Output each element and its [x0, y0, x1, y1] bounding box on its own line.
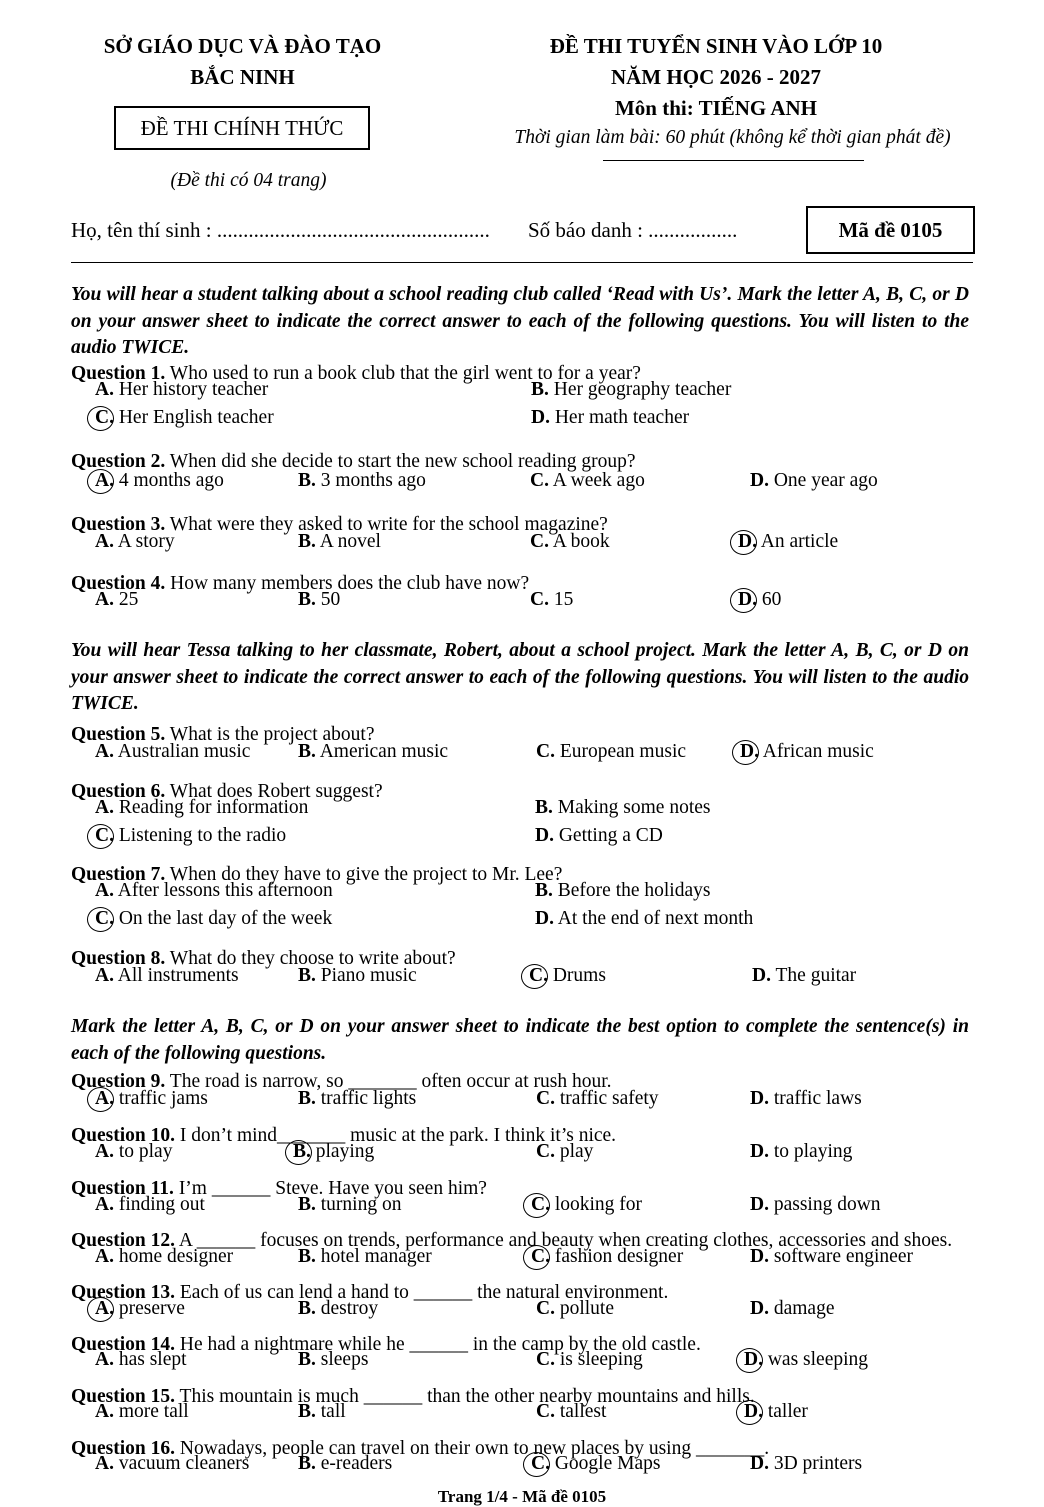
- option-text: Her geography teacher: [553, 379, 732, 400]
- option-a[interactable]: [95, 797, 308, 819]
- option-c[interactable]: [536, 741, 686, 763]
- option-text: Her history teacher: [118, 379, 269, 400]
- question-label: Question 16.: [71, 1438, 176, 1459]
- option-b[interactable]: [298, 1194, 401, 1216]
- option-text: pollute: [559, 1298, 615, 1319]
- option-letter: A.: [95, 1453, 114, 1474]
- option-c[interactable]: [531, 1246, 683, 1268]
- question-text: I don’t mind_______ music at the park. I think it’s nice.: [179, 1125, 617, 1146]
- option-a[interactable]: [95, 880, 333, 902]
- option-d[interactable]: [752, 965, 856, 987]
- option-letter: A.: [95, 1246, 114, 1267]
- question-label: Question 14.: [71, 1334, 176, 1355]
- option-letter: A.: [95, 1401, 114, 1422]
- option-text: A book: [552, 531, 610, 552]
- answer-circle-mark: [730, 588, 757, 613]
- official-exam-label: ĐỀ THI CHÍNH THỨC: [114, 106, 370, 150]
- option-text: more tall: [118, 1401, 189, 1422]
- option-letter: C.: [530, 589, 549, 610]
- option-b[interactable]: [298, 741, 448, 763]
- option-letter: A.: [95, 797, 114, 818]
- option-text: playing: [315, 1141, 375, 1162]
- option-c[interactable]: [536, 1088, 659, 1110]
- option-text: African music: [762, 741, 874, 762]
- section-1-instruction: You will hear a student talking about a school reading club called ‘Read with Us’. Mark the letter A, B, C, or D on your answer sheet to indicate the correct answer to each of the following questions. You will listen to the audio TWICE.: [71, 284, 969, 358]
- option-d[interactable]: [535, 825, 663, 847]
- option-letter: C.: [95, 407, 114, 428]
- question-label: Question 1.: [71, 363, 166, 384]
- option-b[interactable]: [298, 470, 426, 492]
- option-text: At the end of next month: [557, 908, 754, 929]
- answer-circle-mark: [521, 964, 548, 989]
- option-text: destroy: [320, 1298, 379, 1319]
- option-letter: C.: [531, 1194, 550, 1215]
- option-text: play: [559, 1141, 594, 1162]
- option-text: passing down: [773, 1194, 881, 1215]
- option-text: damage: [773, 1298, 835, 1319]
- answer-circle-mark: [285, 1140, 312, 1165]
- option-a[interactable]: [95, 1194, 205, 1216]
- question-label: Question 13.: [71, 1282, 176, 1303]
- option-text: Making some notes: [557, 797, 711, 818]
- option-b[interactable]: [531, 379, 731, 401]
- option-letter: A.: [95, 1349, 114, 1370]
- question-text: What does Robert suggest?: [169, 781, 383, 802]
- option-letter: A.: [95, 1141, 114, 1162]
- option-letter: D.: [738, 589, 757, 610]
- option-letter: B.: [298, 1246, 316, 1267]
- option-b[interactable]: [535, 797, 711, 819]
- option-text: Her math teacher: [554, 407, 690, 428]
- answer-circle-mark: [87, 907, 114, 932]
- answer-circle-mark: [87, 1087, 114, 1112]
- option-letter: B.: [535, 797, 553, 818]
- option-text: A story: [117, 531, 175, 552]
- option-letter: B.: [298, 965, 316, 986]
- option-letter: D.: [738, 531, 757, 552]
- option-text: traffic safety: [559, 1088, 659, 1109]
- option-letter: D.: [750, 1088, 769, 1109]
- question-label: Question 3.: [71, 514, 166, 535]
- answer-circle-mark: [87, 1297, 114, 1322]
- question-label: Question 8.: [71, 948, 166, 969]
- option-letter: B.: [531, 379, 549, 400]
- question-text: The road is narrow, so _______ often occur at rush hour.: [169, 1071, 612, 1092]
- option-letter: B.: [298, 1298, 316, 1319]
- exam-subject: Môn thi: TIẾNG ANH: [614, 96, 818, 120]
- option-d[interactable]: [531, 407, 689, 429]
- option-text: Listening to the radio: [118, 825, 287, 846]
- option-text: 3 months ago: [320, 470, 426, 491]
- option-a[interactable]: [95, 379, 268, 401]
- candidate-name-field: Họ, tên thí sinh : ....................................................: [71, 218, 490, 242]
- option-text: A novel: [319, 531, 381, 552]
- option-letter: D.: [744, 1349, 763, 1370]
- option-c[interactable]: [530, 470, 645, 492]
- answer-circle-mark: [523, 1452, 550, 1477]
- option-letter: D.: [744, 1401, 763, 1422]
- option-letter: D.: [740, 741, 759, 762]
- option-letter: B.: [298, 1453, 316, 1474]
- option-letter: D.: [535, 908, 554, 929]
- option-text: The guitar: [775, 965, 857, 986]
- option-letter: A.: [95, 880, 114, 901]
- option-text: hotel manager: [320, 1246, 432, 1267]
- option-text: 15: [553, 589, 574, 610]
- option-letter: A.: [95, 1298, 114, 1319]
- option-d[interactable]: [535, 908, 753, 930]
- question-text: When did she decide to start the new school reading group?: [169, 451, 636, 472]
- option-text: software engineer: [773, 1246, 913, 1267]
- option-a[interactable]: [95, 1401, 189, 1423]
- option-c[interactable]: [95, 908, 332, 930]
- answer-circle-mark: [523, 1193, 550, 1218]
- option-letter: A.: [95, 589, 114, 610]
- question-label: Question 12.: [71, 1230, 176, 1251]
- option-letter: D.: [750, 1453, 769, 1474]
- option-text: turning on: [320, 1194, 402, 1215]
- option-letter: D.: [535, 825, 554, 846]
- option-letter: B.: [298, 1194, 316, 1215]
- option-a[interactable]: [95, 1453, 249, 1475]
- option-text: 60: [761, 589, 782, 610]
- option-text: is sleeping: [559, 1349, 643, 1370]
- option-text: vacuum cleaners: [118, 1453, 250, 1474]
- question-text: How many members does the club have now?: [170, 573, 530, 594]
- answer-circle-mark: [730, 530, 757, 555]
- option-text: After lessons this afternoon: [117, 880, 333, 901]
- answer-circle-mark: [736, 1348, 763, 1373]
- option-letter: B.: [298, 1349, 316, 1370]
- option-text: traffic laws: [773, 1088, 862, 1109]
- question-text: A ______ focuses on trends, performance and beauty when creating clothes, accessories and shoes.: [178, 1230, 953, 1251]
- option-text: was sleeping: [767, 1349, 869, 1370]
- option-b[interactable]: [298, 1401, 346, 1423]
- option-letter: C.: [536, 1401, 555, 1422]
- option-a[interactable]: [95, 470, 224, 492]
- option-text: fashion designer: [554, 1246, 684, 1267]
- option-d[interactable]: [750, 1453, 862, 1475]
- question-text: Each of us can lend a hand to ______ the natural environment.: [179, 1282, 669, 1303]
- option-d[interactable]: [750, 1298, 834, 1320]
- option-letter: C.: [536, 1349, 555, 1370]
- option-text: sleeps: [320, 1349, 369, 1370]
- question-label: Question 4.: [71, 573, 166, 594]
- option-c[interactable]: [530, 531, 610, 553]
- option-d[interactable]: [750, 1194, 881, 1216]
- option-d[interactable]: [750, 470, 878, 492]
- option-text: 4 months ago: [118, 470, 224, 491]
- option-a[interactable]: [95, 741, 250, 763]
- question-text: When do they have to give the project to Mr. Lee?: [169, 864, 563, 885]
- option-b[interactable]: [298, 1246, 432, 1268]
- option-b[interactable]: [298, 531, 381, 553]
- option-letter: C.: [536, 1298, 555, 1319]
- candidate-id-field: Số báo danh : .................: [528, 218, 738, 242]
- department-name: SỞ GIÁO DỤC VÀ ĐÀO TẠO: [103, 34, 382, 58]
- option-b[interactable]: [298, 1298, 378, 1320]
- option-letter: C.: [531, 1246, 550, 1267]
- question-label: Question 5.: [71, 724, 166, 745]
- option-letter: A.: [95, 470, 114, 491]
- question-label: Question 11.: [71, 1178, 174, 1199]
- option-text: e-readers: [320, 1453, 393, 1474]
- section-2-instruction: You will hear Tessa talking to her classmate, Robert, about a school project. Mark the letter A, B, C, or D on your answer sheet to indicate the correct answer to each of the following questions. You will listen to the audio TWICE.: [71, 640, 969, 714]
- option-letter: B.: [298, 741, 316, 762]
- province-name: BẮC NINH: [190, 65, 295, 89]
- school-year: NĂM HỌC 2026 - 2027: [611, 65, 821, 89]
- question-label: Question 7.: [71, 864, 166, 885]
- option-c[interactable]: [536, 1401, 606, 1423]
- option-text: Before the holidays: [557, 880, 711, 901]
- pages-note: (Đề thi có 04 trang): [170, 170, 327, 191]
- option-text: home designer: [118, 1246, 234, 1267]
- option-text: 3D printers: [773, 1453, 863, 1474]
- option-letter: B.: [298, 531, 316, 552]
- option-text: has slept: [118, 1349, 187, 1370]
- answer-circle-mark: [523, 1245, 550, 1270]
- option-letter: B.: [535, 880, 553, 901]
- option-letter: A.: [95, 1088, 114, 1109]
- option-b[interactable]: [298, 589, 340, 611]
- option-letter: C.: [530, 470, 549, 491]
- option-letter: C.: [530, 531, 549, 552]
- answer-circle-mark: [87, 824, 114, 849]
- option-c[interactable]: [531, 1453, 660, 1475]
- option-c[interactable]: [536, 1141, 593, 1163]
- option-b[interactable]: [535, 880, 710, 902]
- option-text: Her English teacher: [118, 407, 274, 428]
- option-text: On the last day of the week: [118, 908, 333, 929]
- option-text: American music: [319, 741, 449, 762]
- option-letter: B.: [298, 589, 316, 610]
- option-letter: A.: [95, 1194, 114, 1215]
- option-letter: C.: [536, 1141, 555, 1162]
- option-text: Piano music: [320, 965, 417, 986]
- option-c[interactable]: [536, 1298, 614, 1320]
- option-d[interactable]: [750, 1141, 852, 1163]
- option-letter: B.: [298, 1401, 316, 1422]
- option-a[interactable]: [95, 589, 138, 611]
- option-text: European music: [559, 741, 687, 762]
- answer-circle-mark: [87, 469, 114, 494]
- option-a[interactable]: [95, 1246, 233, 1268]
- option-text: Getting a CD: [558, 825, 663, 846]
- section-3-instruction: Mark the letter A, B, C, or D on your answer sheet to indicate the best option to complete the sentence(s) in each of the following questions.: [71, 1016, 969, 1064]
- question-text: Who used to run a book club that the girl went to for a year?: [169, 363, 641, 384]
- option-letter: B.: [298, 1088, 316, 1109]
- answer-circle-mark: [732, 740, 759, 765]
- option-letter: D.: [750, 470, 769, 491]
- option-b[interactable]: [298, 1088, 416, 1110]
- question-text: What were they asked to write for the school magazine?: [169, 514, 608, 535]
- option-letter: C.: [531, 1453, 550, 1474]
- header-divider: [71, 262, 973, 263]
- page-footer: Trang 1/4 - Mã đề 0105: [437, 1487, 607, 1506]
- option-c[interactable]: [530, 589, 573, 611]
- option-text: to play: [118, 1141, 173, 1162]
- answer-circle-mark: [736, 1400, 763, 1425]
- exam-code-box: Mã đề 0105: [806, 206, 975, 254]
- option-d[interactable]: [750, 1246, 913, 1268]
- option-text: 25: [118, 589, 139, 610]
- option-letter: C.: [95, 908, 114, 929]
- option-a[interactable]: [95, 965, 239, 987]
- option-text: Google Maps: [554, 1453, 661, 1474]
- option-letter: C.: [95, 825, 114, 846]
- option-text: A week ago: [552, 470, 645, 491]
- option-b[interactable]: [298, 1349, 368, 1371]
- option-text: All instruments: [117, 965, 239, 986]
- option-text: finding out: [118, 1194, 205, 1215]
- option-text: taller: [767, 1401, 808, 1422]
- option-letter: B.: [298, 470, 316, 491]
- option-text: Reading for information: [118, 797, 309, 818]
- option-d[interactable]: [750, 1088, 862, 1110]
- question-text: Nowadays, people can travel on their own to new places by using _______.: [179, 1438, 770, 1459]
- question-label: Question 15.: [71, 1386, 176, 1407]
- option-a[interactable]: [95, 1141, 172, 1163]
- option-letter: A.: [95, 741, 114, 762]
- option-text: traffic lights: [320, 1088, 417, 1109]
- option-letter: D.: [750, 1298, 769, 1319]
- option-b[interactable]: [298, 1453, 392, 1475]
- option-text: 50: [320, 589, 341, 610]
- exam-duration: Thời gian làm bài: 60 phút (không kể thời gian phát đề): [514, 127, 951, 148]
- option-d[interactable]: [740, 741, 874, 763]
- question-text: I’m ______ Steve. Have you seen him?: [178, 1178, 487, 1199]
- option-b[interactable]: [298, 965, 417, 987]
- option-letter: D.: [750, 1246, 769, 1267]
- option-letter: A.: [95, 965, 114, 986]
- option-text: looking for: [554, 1194, 643, 1215]
- option-letter: A.: [95, 379, 114, 400]
- question-text: What do they choose to write about?: [169, 948, 456, 969]
- answer-circle-mark: [87, 406, 114, 431]
- question-label: Question 10.: [71, 1125, 176, 1146]
- header-underline: [603, 160, 864, 161]
- option-letter: B.: [293, 1141, 311, 1162]
- exam-title: ĐỀ THI TUYỂN SINH VÀO LỚP 10: [549, 34, 883, 58]
- option-a[interactable]: [95, 531, 175, 553]
- option-c[interactable]: [95, 407, 274, 429]
- option-letter: D.: [750, 1194, 769, 1215]
- option-text: to playing: [773, 1141, 853, 1162]
- option-letter: C.: [536, 741, 555, 762]
- option-text: tallest: [559, 1401, 607, 1422]
- option-text: Drums: [552, 965, 606, 986]
- option-text: An article: [760, 531, 839, 552]
- option-text: preserve: [118, 1298, 185, 1319]
- question-label: Question 6.: [71, 781, 166, 802]
- option-text: Australian music: [117, 741, 251, 762]
- option-text: One year ago: [773, 470, 878, 491]
- option-c[interactable]: [536, 1349, 643, 1371]
- question-text: This mountain is much ______ than the other nearby mountains and hills.: [179, 1386, 755, 1407]
- option-letter: D.: [752, 965, 771, 986]
- question-label: Question 2.: [71, 451, 166, 472]
- question-text: He had a nightmare while he ______ in the camp by the old castle.: [179, 1334, 701, 1355]
- option-text: traffic jams: [118, 1088, 208, 1109]
- option-letter: D.: [750, 1141, 769, 1162]
- question-label: Question 9.: [71, 1071, 166, 1092]
- option-letter: C.: [529, 965, 548, 986]
- question-text: What is the project about?: [169, 724, 375, 745]
- option-letter: C.: [536, 1088, 555, 1109]
- option-text: tall: [320, 1401, 346, 1422]
- option-a[interactable]: [95, 1349, 187, 1371]
- option-letter: A.: [95, 531, 114, 552]
- option-letter: D.: [531, 407, 550, 428]
- option-c[interactable]: [95, 825, 286, 847]
